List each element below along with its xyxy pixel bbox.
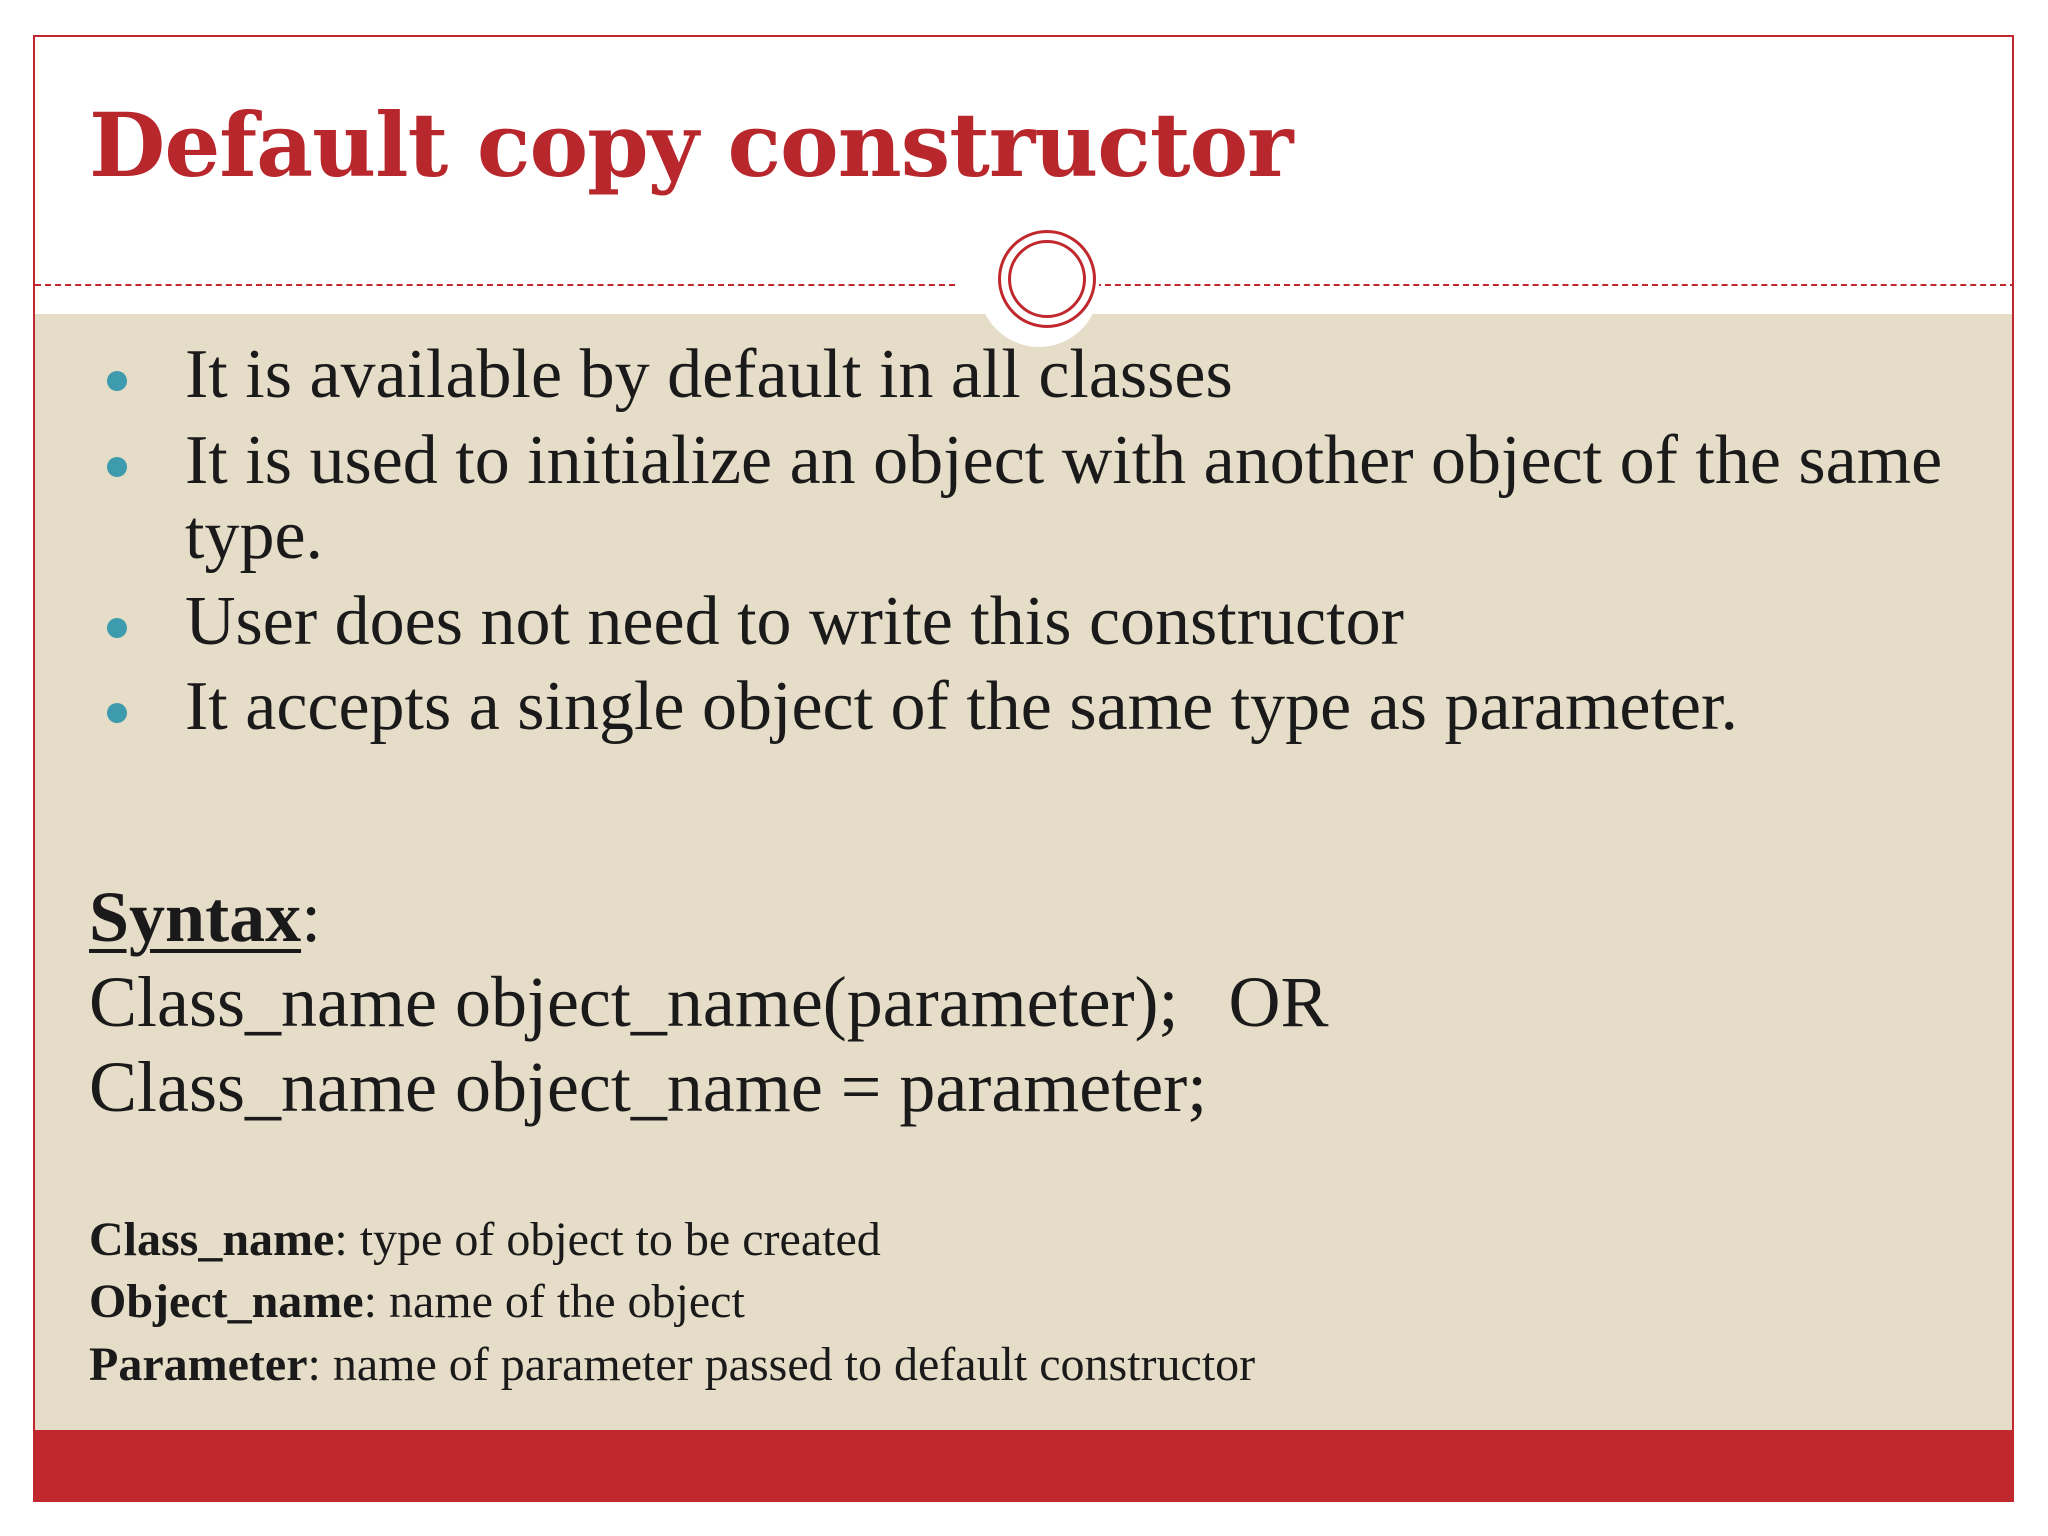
definition-item bbox=[89, 1271, 1255, 1333]
definition-term: Object_name bbox=[89, 1275, 364, 1329]
bullet-dot-icon bbox=[107, 371, 127, 391]
syntax-heading-line bbox=[89, 875, 1329, 960]
divider-inner-ring bbox=[1008, 240, 1086, 318]
definition-term: Parameter bbox=[89, 1337, 308, 1391]
bullet-item bbox=[95, 423, 1975, 574]
bullet-dot-icon bbox=[107, 457, 127, 477]
definition-sep: : bbox=[334, 1213, 348, 1266]
bullet-item bbox=[95, 584, 1975, 660]
bullet-dot-icon bbox=[107, 618, 127, 638]
definition-item bbox=[89, 1209, 1255, 1271]
footer-accent-bar bbox=[35, 1430, 2012, 1500]
bullet-list bbox=[95, 337, 1975, 755]
bullet-text: It is available by default in all classes bbox=[185, 336, 1233, 413]
syntax-line-1 bbox=[89, 960, 1329, 1045]
definition-sep: : bbox=[307, 1337, 321, 1391]
syntax-line-1-text: Class_name object_name(parameter); bbox=[89, 961, 1179, 1042]
definition-term: Class_name bbox=[89, 1213, 335, 1266]
dashed-divider-left bbox=[35, 284, 955, 286]
bullet-item bbox=[95, 337, 1975, 413]
definition-desc: type of object to be created bbox=[347, 1213, 881, 1266]
syntax-block bbox=[89, 875, 1329, 1130]
syntax-colon: : bbox=[301, 877, 322, 957]
slide-title: Default copy constructor bbox=[89, 93, 1293, 197]
slide bbox=[33, 35, 2014, 1502]
bullet-text: It accepts a single object of the same type as parameter. bbox=[185, 668, 1738, 746]
bullet-text: It is used to initialize an object with another object of the same type. bbox=[185, 421, 1943, 575]
syntax-heading: Syntax bbox=[89, 877, 302, 957]
syntax-or-label: OR bbox=[1228, 961, 1329, 1042]
bullet-item bbox=[95, 669, 1975, 745]
syntax-line-2: Class_name object_name = parameter; bbox=[89, 1046, 1208, 1127]
definition-sep: : bbox=[363, 1275, 377, 1329]
definition-desc: name of the object bbox=[376, 1275, 745, 1329]
dashed-divider-right bbox=[1095, 284, 2014, 286]
definition-item bbox=[89, 1334, 1255, 1396]
divider-ring-icon bbox=[998, 230, 1096, 328]
bullet-text: User does not need to write this constructor bbox=[185, 582, 1404, 660]
bullet-dot-icon bbox=[107, 703, 127, 723]
definition-desc: name of parameter passed to default constructor bbox=[320, 1337, 1256, 1391]
definitions-list bbox=[89, 1209, 1255, 1396]
